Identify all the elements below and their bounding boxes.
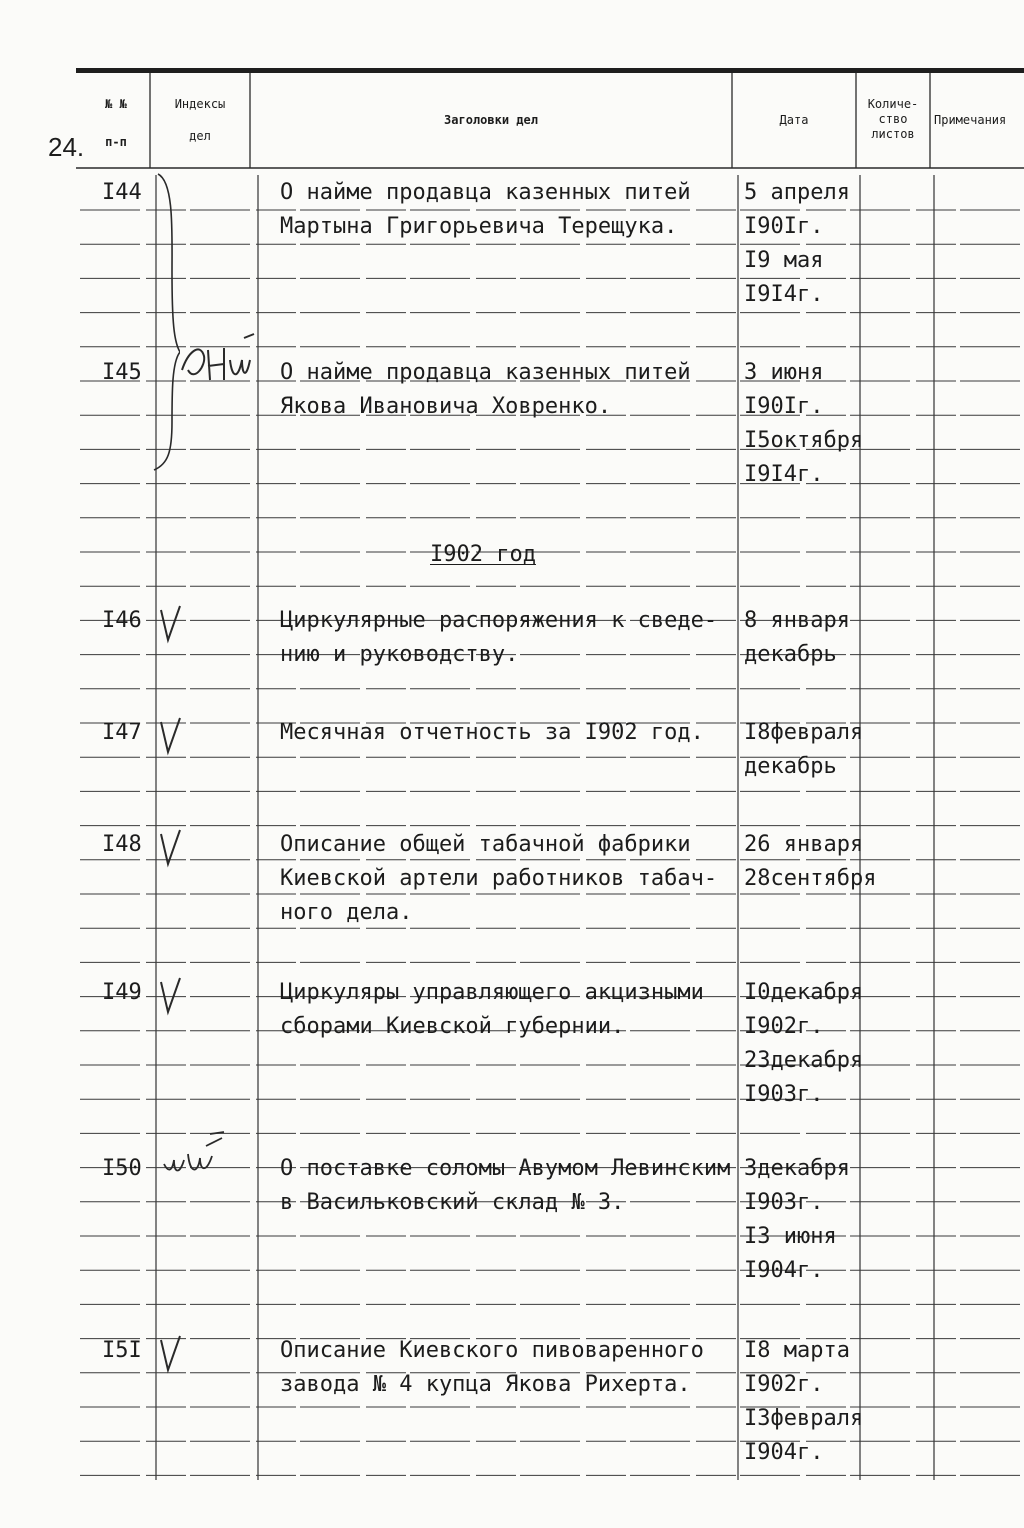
record-date-line: 28сентября <box>744 866 877 891</box>
record-title-line: завода № 4 купца Якова Рихерта. <box>280 1372 691 1397</box>
section-heading-year: I902 год <box>430 542 536 567</box>
record-date-line: I9I4г. <box>744 462 824 487</box>
record-title-line: Мартына Григорьевича Терещука. <box>280 214 678 239</box>
record-title-line: в Васильковский склад № 3. <box>280 1190 625 1215</box>
record-number: I46 <box>102 608 142 633</box>
record-date-line: I0декабря <box>744 980 864 1005</box>
record-title-line: ного дела. <box>280 900 413 925</box>
header-index-label-2: дел <box>189 129 211 143</box>
record-date-line: I90Iг. <box>744 214 824 239</box>
record-title-line: Циркулярные распоряжения к сведе- <box>280 608 718 633</box>
record-date-line: 23декабря <box>744 1048 864 1073</box>
record-title-line: Циркуляры управляющего акцизными <box>280 980 704 1005</box>
record-date-line: I8февраля <box>744 720 864 745</box>
header-count-label-2: ство <box>878 112 908 126</box>
header-count-label: Количе- <box>867 97 919 111</box>
record-date-line: I5октября <box>744 428 864 453</box>
record-number: I45 <box>102 360 142 385</box>
record-number: I49 <box>102 980 142 1005</box>
record-date-line: I9I4г. <box>744 282 824 307</box>
record-date-line: I904г. <box>744 1440 824 1465</box>
record-date-line: I904г. <box>744 1258 824 1283</box>
record-date-line: I902г. <box>744 1372 824 1397</box>
record-date-line: I3 июня <box>744 1224 837 1249</box>
record-date-line: I903г. <box>744 1190 824 1215</box>
record-title-line: Якова Ивановича Ховренко. <box>280 394 612 419</box>
record-number: I48 <box>102 832 142 857</box>
record-title-line: О поставке соломы Авумом Левинским <box>280 1156 731 1181</box>
record-title-line: Киевской артели работников табач- <box>280 866 718 891</box>
header-num-label-2: п-п <box>105 135 127 149</box>
header-num-label: № № <box>105 97 127 111</box>
header-index-label: Индексы <box>174 97 226 111</box>
record-title-line: О найме продавца казенных питей <box>280 360 691 385</box>
check-mark-icon <box>158 604 184 644</box>
record-date-line: декабрь <box>744 642 837 667</box>
curly-bracket-icon <box>150 172 180 472</box>
record-date-line: I90Iг. <box>744 394 824 419</box>
record-title-line: сборами Киевской губернии. <box>280 1014 625 1039</box>
record-date-line: 8 января <box>744 608 850 633</box>
record-title-line: Описание общей табачной фабрики <box>280 832 691 857</box>
record-date-line: I903г. <box>744 1082 824 1107</box>
record-number: I50 <box>102 1156 142 1181</box>
check-mark-icon <box>158 1334 184 1374</box>
record-number: I47 <box>102 720 142 745</box>
check-mark-icon <box>158 828 184 868</box>
record-title-line: Описание Киевского пивоваренного <box>280 1338 704 1363</box>
handwritten-initials-icon-2 <box>160 1130 230 1180</box>
check-mark-icon <box>158 976 184 1016</box>
record-date-line: 3декабря <box>744 1156 850 1181</box>
check-mark-icon <box>158 716 184 756</box>
handwritten-initials-icon <box>178 330 258 390</box>
header-date-label: Дата <box>779 113 809 127</box>
record-title-line: нию и руководству. <box>280 642 519 667</box>
record-date-line: I902г. <box>744 1014 824 1039</box>
record-title-line: Месячная отчетность за I902 год. <box>280 720 704 745</box>
record-number: I44 <box>102 180 142 205</box>
record-date-line: I9 мая <box>744 248 824 273</box>
header-title-label: Заголовки дел <box>444 113 538 127</box>
record-date-line: 3 июня <box>744 360 824 385</box>
header-notes-label: Примечания <box>934 113 1007 127</box>
record-title-line: О найме продавца казенных питей <box>280 180 691 205</box>
header-count-label-3: листов <box>871 127 915 141</box>
page-number: 24. <box>48 132 85 162</box>
record-date-line: 5 апреля <box>744 180 850 205</box>
record-date-line: I8 марта <box>744 1338 850 1363</box>
record-number: I5I <box>102 1338 142 1363</box>
record-date-line: I3февраля <box>744 1406 864 1431</box>
record-date-line: декабрь <box>744 754 837 779</box>
record-date-line: 26 января <box>744 832 864 857</box>
